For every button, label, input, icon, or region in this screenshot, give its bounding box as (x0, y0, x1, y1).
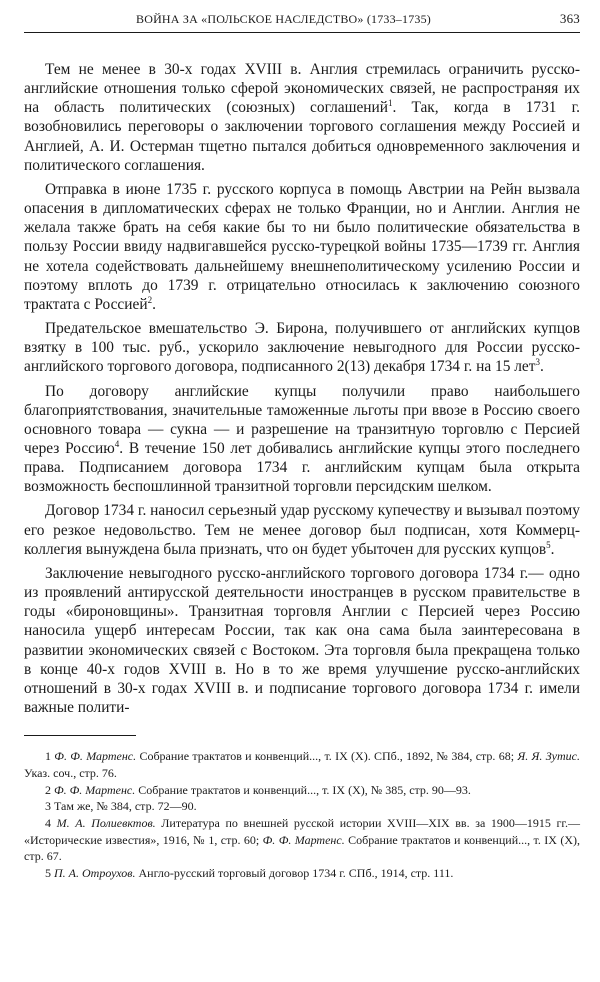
footnote (24, 865, 580, 882)
text-run: Собрание трактатов и конвенций..., т. IX (X), № 385, стр. 90—93. (135, 782, 471, 797)
footnote-reference: 1 (388, 98, 393, 109)
footnotes (24, 748, 580, 882)
author-name: Ф. Ф. Мартенс. (54, 782, 136, 797)
paragraph (24, 60, 580, 175)
running-head (24, 10, 580, 33)
text-run: Отправка в июне 1735 г. русского корпуса в помощь Австрии на Рейн вызвала опасения в дипломатических сферах не только Франции, но и Англии. Англия не желала также брать на себя какие бы то ни было политические обязательства в пользу России ввиду надвигавшейся русско-турецкой войны 1735—1739 гг. Англия не хотела содействовать дальнейшему внешнеполитическому усилению России и поэтому вплоть до 1739 г. отрицательно относилась к заключению союзного трактата с Россией (24, 180, 580, 313)
footnote (24, 748, 580, 781)
footnote-divider (24, 735, 136, 736)
footnote-reference: 3 (535, 357, 540, 368)
text-run: 4 (45, 815, 57, 830)
author-name: Ф. Ф. Мартенс. (262, 832, 345, 847)
author-name: Ф. Ф. Мартенс. (54, 749, 137, 764)
text-run: Собрание трактатов и конвенций..., т. IX (X), стр. 67. (24, 832, 580, 864)
text-run: Заключение невыгодного русско-английского торгового договора 1734 г.— одно из проявлений антирусской деятельности иностранцев в русском правительстве в годы «бироновщины». Транзитная торговля Англии с Персией через Россию наносила ущерб интересам России, так как она сама была заинтересована в развитии экономических связей с Востоком. Эта торговля была прекращена только в конце 40-х годов XVIII в. Но в то же время улучшение русско-английских отношений в 30-х годах XVIII в. и подписание торгового договора 1734 г. имели важные полити- (24, 564, 580, 716)
text-run: По договору английские купцы получили право наибольшего благоприятствования, значительные таможенные льготы при ввозе в Россию своего основного товара — сукна — и разрешение на транзитную торговлю с Персией через Россию (24, 382, 580, 457)
footnote-reference: 2 (147, 294, 153, 305)
text-run: Тем не менее в 30-х годах XVIII в. Англия стремилась ограничить русско-английские отношения только сферой экономических связей, не распространяя их на область политических (союзных) соглашений (24, 61, 580, 117)
author-name: П. А. Отроухов. (54, 866, 136, 881)
text-run: . (550, 540, 555, 558)
text-run: Англо-русский торговый договор 1734 г. СПб., 1914, стр. 111. (135, 866, 454, 881)
text-run: . (152, 295, 156, 313)
footnote-reference: 5 (546, 539, 551, 550)
text-run: . В течение 150 лет добивались английские купцы этого последнего права. Подписанием договора 1734 г. английским купцам была открыта возможность беспошлинной транзитной торговли персидским шелком. (24, 439, 580, 496)
footnote (24, 782, 580, 799)
text-run: Договор 1734 г. наносил серьезный удар русскому купечеству и вызывал поэтому его резкое недовольство. Тем не менее договор был подписан, хотя Коммерц-коллегия вынуждена была признать, что он будет убыточен для русских купцов (24, 502, 580, 558)
author-name: Я. Я. Зутис. (517, 749, 580, 764)
text-run: 3 Там же, № 384, стр. 72—90. (45, 799, 197, 814)
page-number: 363 (559, 11, 580, 26)
paragraph (24, 382, 580, 497)
chapter-title: ВОЙНА ЗА «ПОЛЬСКОЕ НАСЛЕДСТВО» (1733–1735) (136, 12, 432, 26)
text-run: Предательское вмешательство Э. Бирона, получившего от английских купцов взятку в 100 тыс. руб., ускорило заключение невыгодного для России русско-английского торгового договора, подписанного 2(13) декабря 1734 г. на 15 лет (24, 320, 580, 376)
paragraph (24, 501, 580, 558)
text-run: Указ. соч., стр. 76. (24, 765, 117, 780)
main-text (24, 60, 580, 717)
text-run: 1 (45, 749, 55, 764)
text-run: . (540, 358, 544, 376)
author-name: М. А. Полиевктов. (56, 815, 156, 830)
text-run: Литература по внешней русской истории XVIII—XIX вв. за 1900—1915 гг.— «Исторические известия», 1916, № 1, стр. 60; (24, 815, 581, 847)
paragraph (24, 319, 580, 376)
book-page (24, 10, 580, 882)
text-run: 5 (45, 866, 54, 881)
text-run: 2 (45, 782, 54, 797)
text-run: . Так, когда в 1731 г. возобновились переговоры о заключении торгового соглашения между Россией и Англией, А. И. Остерман тщетно пытался добиться одновременного заключения и политического соглашения. (24, 99, 580, 174)
footnote-reference: 4 (114, 438, 120, 449)
footnote (24, 815, 580, 865)
text-run: Собрание трактатов и конвенций..., т. IX (X). СПб., 1892, № 384, стр. 68; (136, 749, 518, 764)
paragraph (24, 564, 580, 717)
footnote (24, 798, 580, 815)
paragraph (24, 180, 580, 314)
